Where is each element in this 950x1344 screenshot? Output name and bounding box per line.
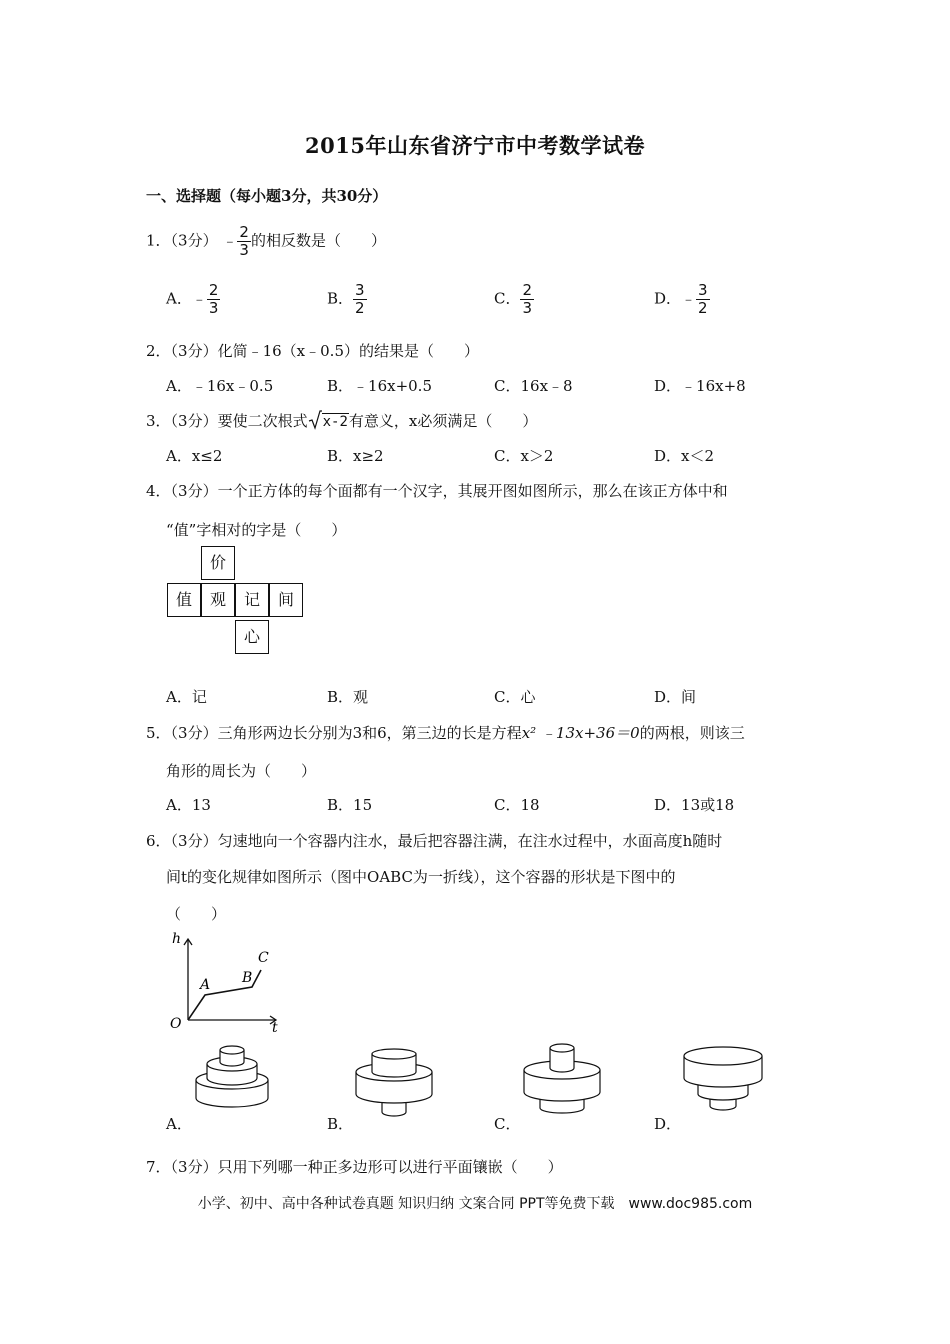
option-a[interactable]: A．13: [166, 796, 211, 814]
option-d[interactable]: D．间: [654, 688, 697, 706]
question-6-line-1: 6．（3分）匀速地向一个容器内注水，最后把容器注满，在注水过程中，水面高度h随时: [146, 832, 723, 850]
option-b[interactable]: B．观: [327, 688, 369, 706]
option-b[interactable]: B．﹣16x+0.5: [327, 377, 432, 395]
option-b[interactable]: B．: [327, 1115, 354, 1133]
option-a[interactable]: A．﹣16x﹣0.5: [166, 377, 274, 395]
c-label: C: [258, 950, 269, 966]
equation: x² ﹣13x+36＝0: [521, 724, 640, 742]
option-c[interactable]: C．心: [494, 688, 536, 706]
option-d[interactable]: D．﹣ $\frac{3}{2}$: [654, 281, 708, 317]
net-cell: 间: [269, 583, 303, 617]
question-5-line-2: 角形的周长为（ ）: [166, 762, 317, 780]
o-label: O: [170, 1016, 182, 1032]
minus-sign: ﹣: [222, 231, 238, 250]
option-a[interactable]: A．﹣ $\frac{2}{3}$: [166, 281, 219, 317]
question-1: [146, 224, 386, 259]
option-d[interactable]: D．: [654, 1115, 682, 1133]
option-c[interactable]: C．x＞2: [494, 447, 554, 465]
cube-net-figure: [167, 546, 307, 658]
option-d[interactable]: D．x＜2: [654, 447, 715, 465]
h-label: h: [172, 931, 182, 947]
option-b[interactable]: B． $\frac{3}{2}$: [327, 281, 365, 317]
question-2: 2．（3分）化简﹣16（x﹣0.5）的结果是（ ）: [146, 342, 479, 360]
option-c[interactable]: C． $\frac{2}{3}$: [494, 281, 533, 317]
square-root: x-2: [308, 410, 349, 430]
option-c[interactable]: C．: [494, 1115, 521, 1133]
net-cell-bottom: 心: [235, 620, 269, 654]
net-cell-top: 价: [201, 546, 235, 580]
question-6-line-2: 间t的变化规律如图所示（图中OABC为一折线），这个容器的形状是下图中的: [166, 868, 676, 886]
container-shape-c[interactable]: [520, 1040, 604, 1120]
container-shape-b[interactable]: [352, 1046, 436, 1120]
net-cell: 记: [235, 583, 269, 617]
option-d[interactable]: D．﹣16x+8: [654, 377, 746, 395]
t-label: t: [272, 1020, 278, 1036]
container-shape-d[interactable]: [680, 1042, 766, 1118]
a-label: A: [200, 977, 211, 993]
question-7: 7．（3分）只用下列哪一种正多边形可以进行平面镶嵌（ ）: [146, 1158, 563, 1176]
option-c[interactable]: C．16x﹣8: [494, 377, 573, 395]
question-number: 1．: [146, 231, 171, 250]
question-6-line-3: （ ）: [166, 905, 227, 923]
question-score: （3分）: [170, 231, 218, 250]
container-shape-a[interactable]: [192, 1042, 272, 1118]
question-text: 的相反数是（ ）: [250, 231, 386, 250]
b-label: B: [242, 970, 253, 986]
net-cell: 值: [167, 583, 201, 617]
option-b[interactable]: B．x≥2: [327, 447, 384, 465]
net-cell: 观: [201, 583, 235, 617]
option-b[interactable]: B．15: [327, 796, 373, 814]
option-d[interactable]: D．13或18: [654, 796, 735, 814]
question-4-line-1: 4．（3分）一个正方体的每个面都有一个汉字，其展开图如图所示，那么在该正方体中和: [146, 482, 728, 500]
water-height-graph: [160, 928, 290, 1036]
option-a[interactable]: A．: [166, 1115, 192, 1133]
option-a[interactable]: A．x≤2: [166, 447, 223, 465]
section-heading: 一、选择题（每小题3分，共30分）: [146, 187, 388, 205]
page-title: 2015年山东省济宁市中考数学试卷: [305, 133, 645, 158]
option-c[interactable]: C．18: [494, 796, 540, 814]
question-3: 3．（3分）要使二次根式 x-2有意义，x必须满足（ ）: [146, 412, 538, 430]
radical-icon: [308, 410, 322, 430]
question-5-line-1: 5．（3分）三角形两边长分别为3和6，第三边的长是方程x² ﹣13x+36＝0的两根，则该三: [146, 724, 745, 742]
fraction: $\frac{2}{3}$: [239, 223, 249, 259]
question-4-line-2: “值”字相对的字是（ ）: [166, 521, 347, 539]
page-footer: 小学、初中、高中各种试卷真题 知识归纳 文案合同 PPT等免费下载 www.doc985.com: [197, 1196, 753, 1212]
option-a[interactable]: A．记: [166, 688, 207, 706]
